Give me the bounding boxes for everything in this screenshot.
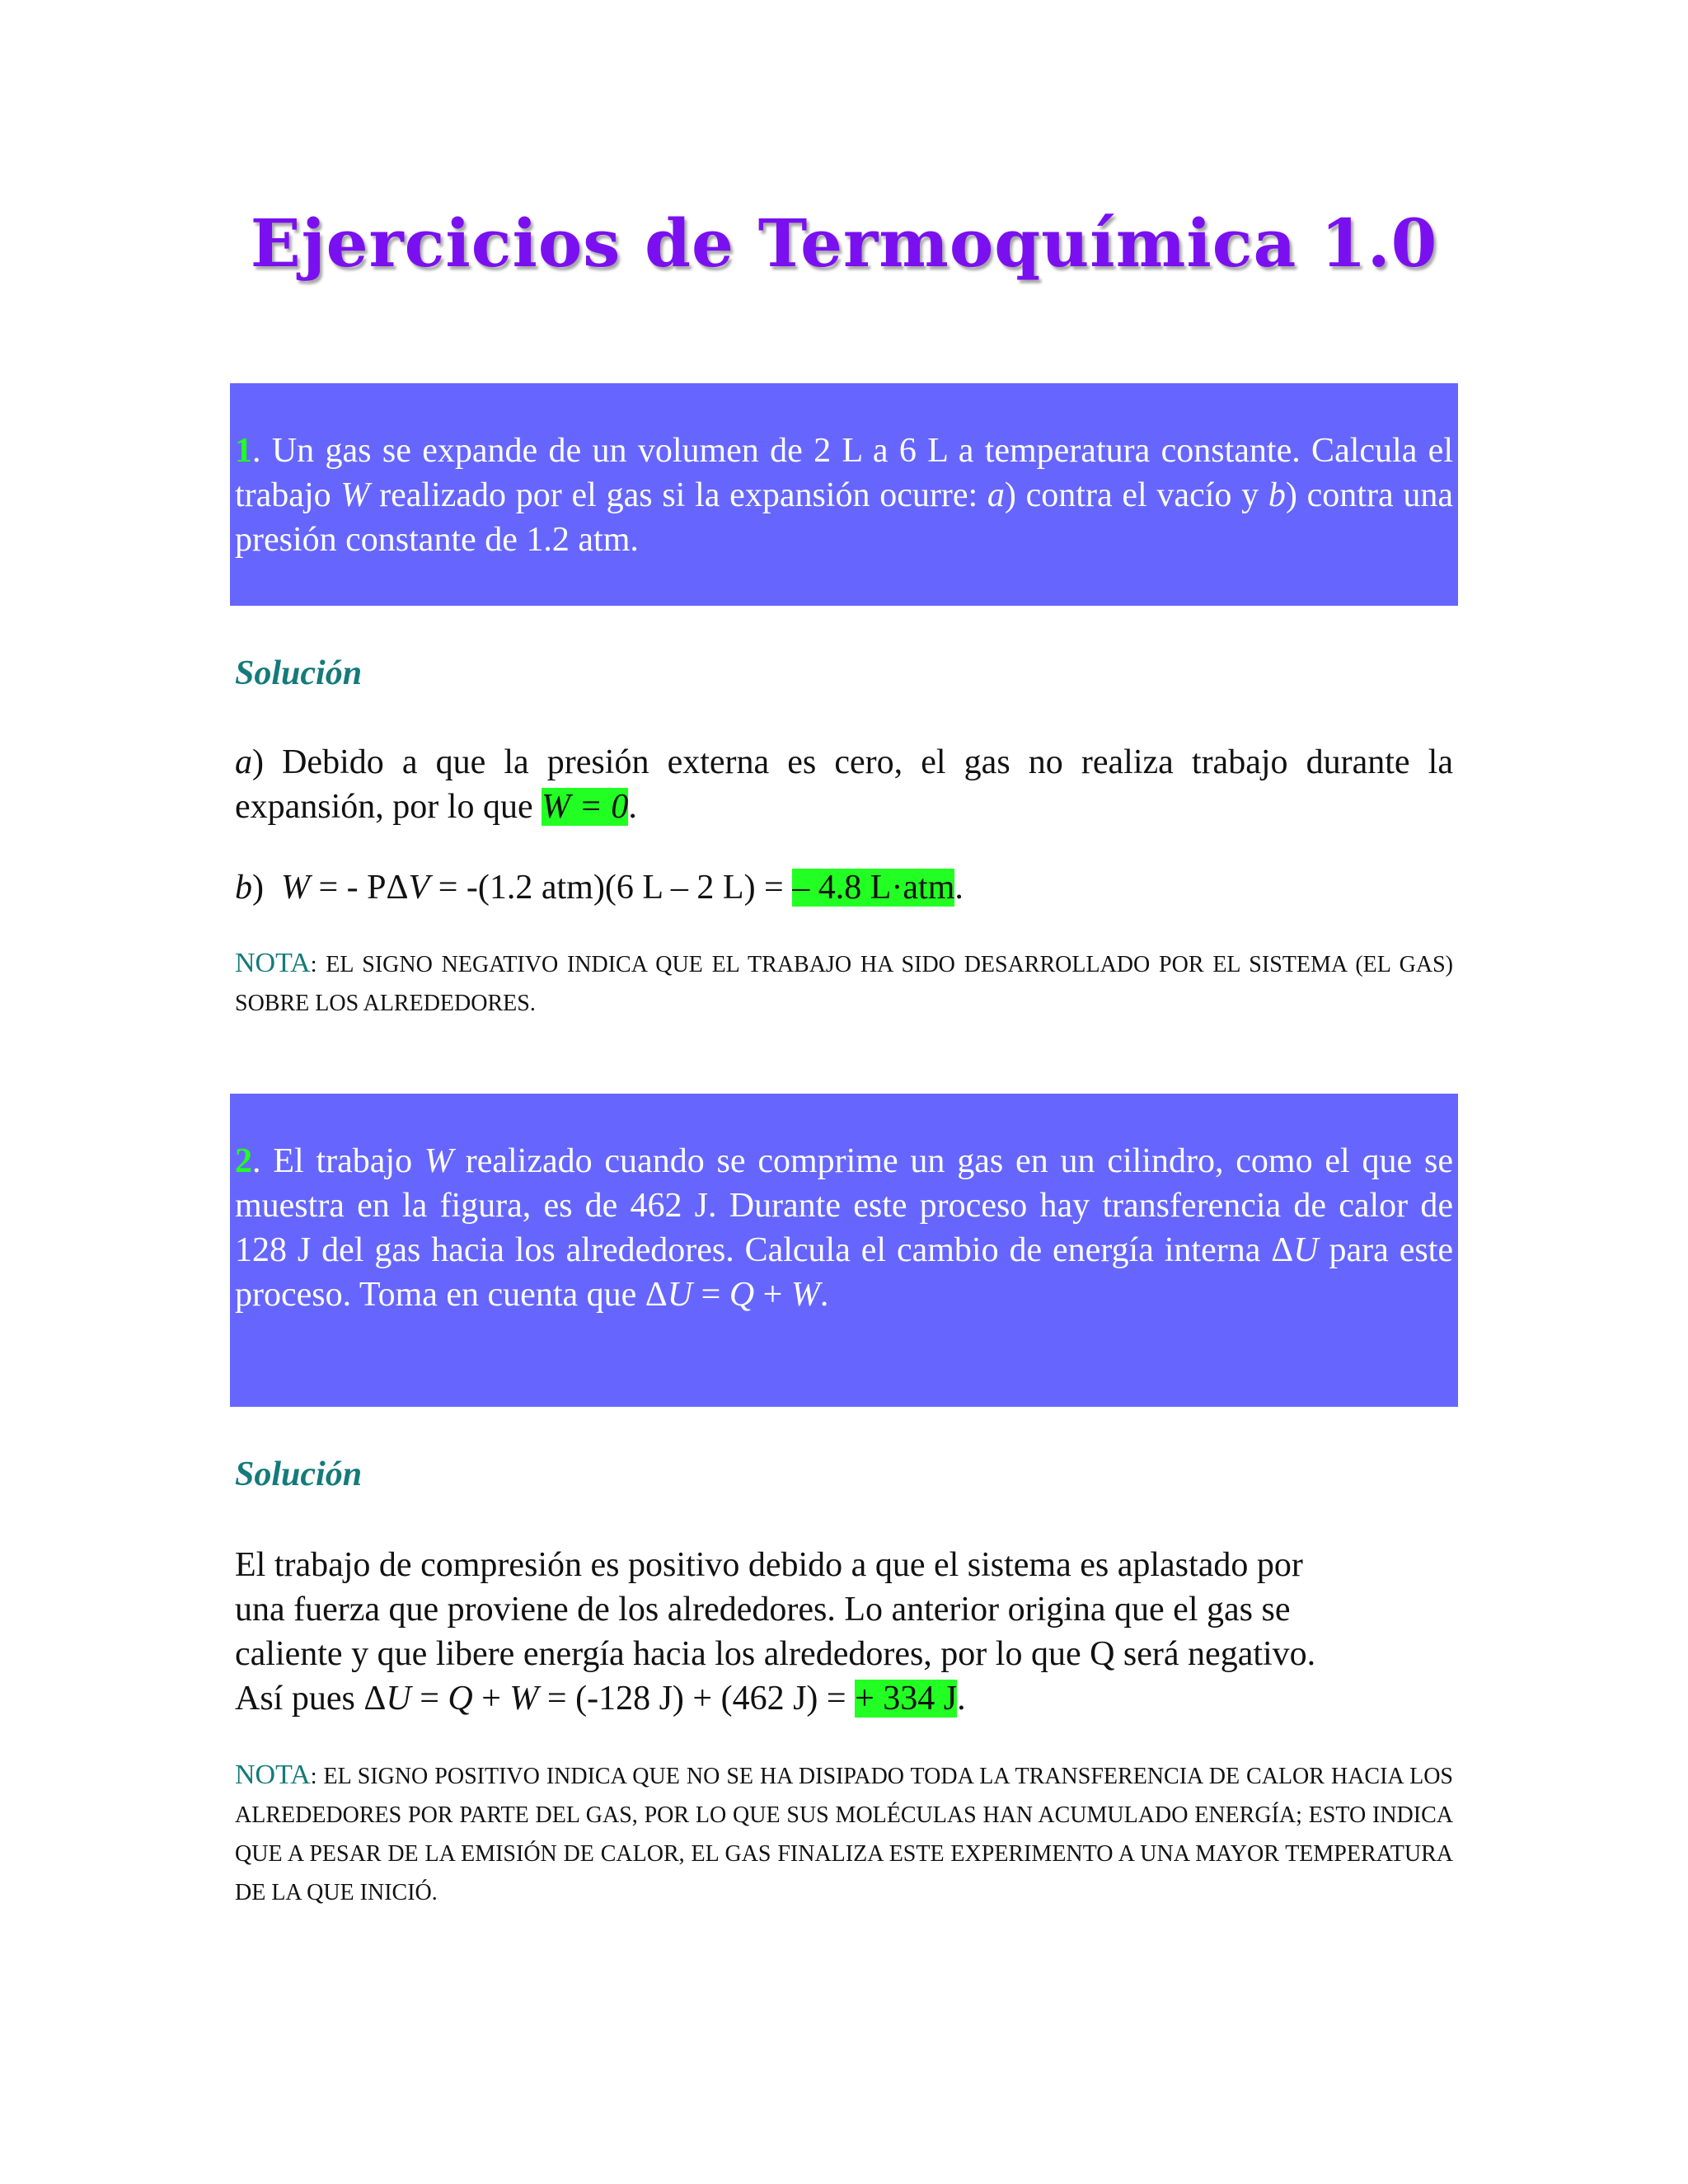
note-text: : EL SIGNO NEGATIVO INDICA QUE EL TRABAJO HA SIDO DESARROLLADO POR EL SISTEMA (EL GAS) SOBRE LOS ALREDEDORES.	[235, 952, 1453, 1016]
problem-2-statement	[235, 1094, 1453, 1317]
solution-2-line: una fuerza que proviene de los alrededores. Lo anterior origina que el gas se	[235, 1591, 1291, 1629]
solution-2-paragraph	[235, 1543, 1453, 1721]
problem-2-var-u: U	[667, 1276, 693, 1314]
problem-2-text: +	[754, 1276, 791, 1314]
problem-1-part-b-label: b	[1268, 476, 1286, 514]
solution-1-part-b	[235, 865, 1453, 910]
solution-1-a-answer: W = 0	[542, 788, 629, 826]
solution-1-b-delta: Δ	[386, 869, 409, 907]
problem-2-var-w: W	[790, 1276, 820, 1314]
solution-1-heading: Solución	[235, 654, 363, 692]
page-title: Ejercicios de Termoquímica 1.0	[250, 204, 1438, 282]
solution-2-var-u: U	[386, 1680, 411, 1718]
solution-2-text: Así pues Δ	[235, 1680, 387, 1718]
solution-1-b-text: = -(1.2 atm)(6 L – 2 L) =	[429, 869, 793, 907]
solution-1-a-end: .	[628, 788, 637, 826]
solution-1-part-a	[235, 740, 1453, 829]
problem-2-text: realizado cuando se comprime un gas en un cilindro, como el que se muestra en la figura, es de 462 J. Durante este proceso hay transferencia de calor de 128 J del gas hacia los alrededores. Calcula el cambio de energía interna Δ	[235, 1142, 1453, 1269]
solution-1-b-answer: – 4.8 L·atm	[792, 869, 955, 907]
solution-1-b-label: b	[235, 869, 252, 907]
problem-2-text: .	[819, 1276, 829, 1314]
solution-1-b-text: = - P	[310, 869, 387, 907]
note-label: NOTA	[235, 1760, 311, 1790]
solution-1-note	[235, 944, 1453, 1023]
problem-1-text: . Un gas se expande de un volumen de 2 L a 6 L a temperatura constante. Calcula el trabajo	[235, 432, 1453, 514]
solution-2-note	[235, 1755, 1453, 1912]
problem-2-var-q: Q	[729, 1276, 755, 1314]
solution-2-heading: Solución	[235, 1455, 363, 1493]
solution-2-text: =	[410, 1680, 448, 1718]
solution-2-line: El trabajo de compresión es positivo debido a que el sistema es aplastado por	[235, 1546, 1303, 1584]
solution-1-a-label: a	[235, 743, 252, 781]
problem-2-var-w: W	[424, 1142, 453, 1180]
problem-1-text: realizado por el gas si la expansión ocurre:	[369, 476, 987, 514]
note-label: NOTA	[235, 948, 311, 978]
solution-2-var-w: W	[509, 1680, 539, 1718]
note-text: : EL SIGNO POSITIVO INDICA QUE NO SE HA DISIPADO TODA LA TRANSFERENCIA DE CALOR HACIA LOS ALREDEDORES POR PARTE DEL GAS, POR LO QUE SUS MOLÉCULAS HAN ACUMULADO ENERGÍA; ESTO INDICA QUE A PESAR DE LA EMISIÓN DE CALOR, EL GAS FINALIZA ESTE EXPERIMENTO A UNA MAYOR TEMPERATURA DE LA QUE INICIÓ.	[235, 1764, 1453, 1905]
problem-1-var-w: W	[340, 476, 370, 514]
solution-1-b-end: .	[954, 869, 964, 907]
problem-1-statement	[235, 383, 1453, 562]
problem-2-box	[230, 1094, 1458, 1407]
solution-2-var-q: Q	[448, 1680, 473, 1718]
problem-2-text: . El trabajo	[252, 1142, 424, 1180]
problem-2-number: 2	[235, 1142, 252, 1180]
problem-1-text: ) contra el vacío y	[1004, 476, 1268, 514]
problem-1-number: 1	[235, 432, 252, 470]
solution-1-b-var-v: V	[408, 869, 430, 907]
solution-2-line	[235, 1676, 1453, 1721]
problem-1-box	[230, 383, 1458, 606]
problem-2-text: para este proceso. Toma en cuenta que Δ	[235, 1231, 1453, 1314]
problem-2-text: =	[692, 1276, 729, 1314]
solution-2-text: +	[472, 1680, 510, 1718]
solution-2-line: caliente y que libere energía hacia los alrededores, por lo que Q será negativo.	[235, 1635, 1316, 1673]
solution-1-b-text: )	[252, 869, 281, 907]
solution-2-end: .	[957, 1680, 966, 1718]
solution-1-b-var-w: W	[281, 869, 310, 907]
problem-1-part-a-label: a	[987, 476, 1005, 514]
problem-2-var-u: U	[1293, 1231, 1319, 1269]
solution-2-text: = (-128 J) + (462 J) =	[538, 1680, 856, 1718]
solution-2-answer: + 334 J	[855, 1680, 958, 1718]
solution-1-a-text: ) Debido a que la presión externa es cero, el gas no realiza trabajo durante la expansión, por lo que	[235, 743, 1453, 826]
problem-1-text: ) contra una presión constante de 1.2 atm.	[235, 476, 1453, 559]
